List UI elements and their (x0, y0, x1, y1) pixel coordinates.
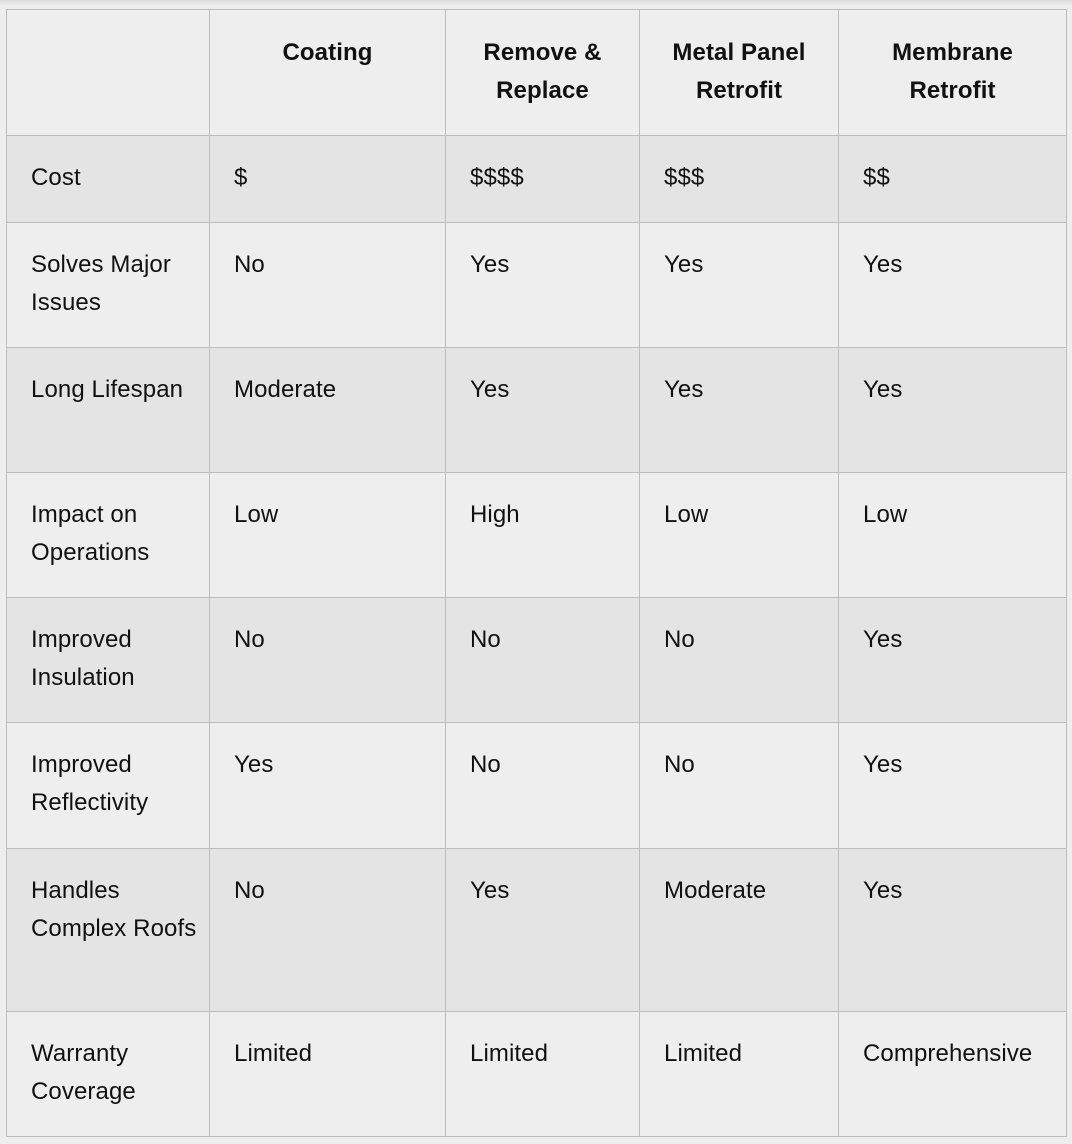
cell-membrane-retrofit: Yes (839, 849, 1067, 1012)
cell-membrane-retrofit: Comprehensive (839, 1012, 1067, 1137)
row-label: Improved Insulation (7, 598, 210, 723)
row-label: Handles Complex Roofs (7, 849, 210, 1012)
cell-membrane-retrofit: Yes (839, 598, 1067, 723)
header-coating: Coating (210, 10, 446, 136)
row-label: Solves Major Issues (7, 223, 210, 348)
cell-coating: $ (210, 136, 446, 223)
cell-remove-replace: Yes (446, 348, 640, 473)
cell-metal-panel-retrofit: Limited (640, 1012, 839, 1137)
header-metal-panel-retrofit: Metal Panel Retrofit (640, 10, 839, 136)
table-row-improved-reflectivity (7, 723, 1067, 849)
row-label: Impact on Operations (7, 473, 210, 598)
cell-coating: Yes (210, 723, 446, 849)
cell-coating: No (210, 223, 446, 348)
table-row-warranty-coverage (7, 1012, 1067, 1137)
header-membrane-retrofit: Membrane Retrofit (839, 10, 1067, 136)
roof-options-comparison-table (6, 9, 1067, 1137)
header-remove-replace: Remove & Replace (446, 10, 640, 136)
cell-metal-panel-retrofit: $$$ (640, 136, 839, 223)
cell-remove-replace: No (446, 598, 640, 723)
cell-remove-replace: No (446, 723, 640, 849)
cell-remove-replace: Yes (446, 849, 640, 1012)
cell-metal-panel-retrofit: No (640, 723, 839, 849)
cell-membrane-retrofit: Yes (839, 723, 1067, 849)
table-row-improved-insulation (7, 598, 1067, 723)
table-row-impact-on-operations (7, 473, 1067, 598)
row-label: Warranty Coverage (7, 1012, 210, 1137)
cell-metal-panel-retrofit: Moderate (640, 849, 839, 1012)
cell-membrane-retrofit: Yes (839, 348, 1067, 473)
row-label: Cost (7, 136, 210, 223)
table-row-long-lifespan (7, 348, 1067, 473)
cell-membrane-retrofit: $$ (839, 136, 1067, 223)
cell-membrane-retrofit: Yes (839, 223, 1067, 348)
cell-remove-replace: $$$$ (446, 136, 640, 223)
cell-coating: Low (210, 473, 446, 598)
cell-metal-panel-retrofit: Yes (640, 223, 839, 348)
row-label: Improved Reflectivity (7, 723, 210, 849)
cell-metal-panel-retrofit: Low (640, 473, 839, 598)
table-row-cost (7, 136, 1067, 223)
cell-remove-replace: Yes (446, 223, 640, 348)
header-row (7, 10, 1067, 136)
table-row-handles-complex-roofs (7, 849, 1067, 1012)
cell-membrane-retrofit: Low (839, 473, 1067, 598)
cell-metal-panel-retrofit: Yes (640, 348, 839, 473)
cell-remove-replace: Limited (446, 1012, 640, 1137)
cell-metal-panel-retrofit: No (640, 598, 839, 723)
cell-coating: No (210, 598, 446, 723)
cell-coating: Limited (210, 1012, 446, 1137)
row-label: Long Lifespan (7, 348, 210, 473)
cell-coating: No (210, 849, 446, 1012)
header-corner-cell (7, 10, 210, 136)
cell-coating: Moderate (210, 348, 446, 473)
table-row-solves-major-issues (7, 223, 1067, 348)
cell-remove-replace: High (446, 473, 640, 598)
top-divider (0, 0, 1072, 6)
